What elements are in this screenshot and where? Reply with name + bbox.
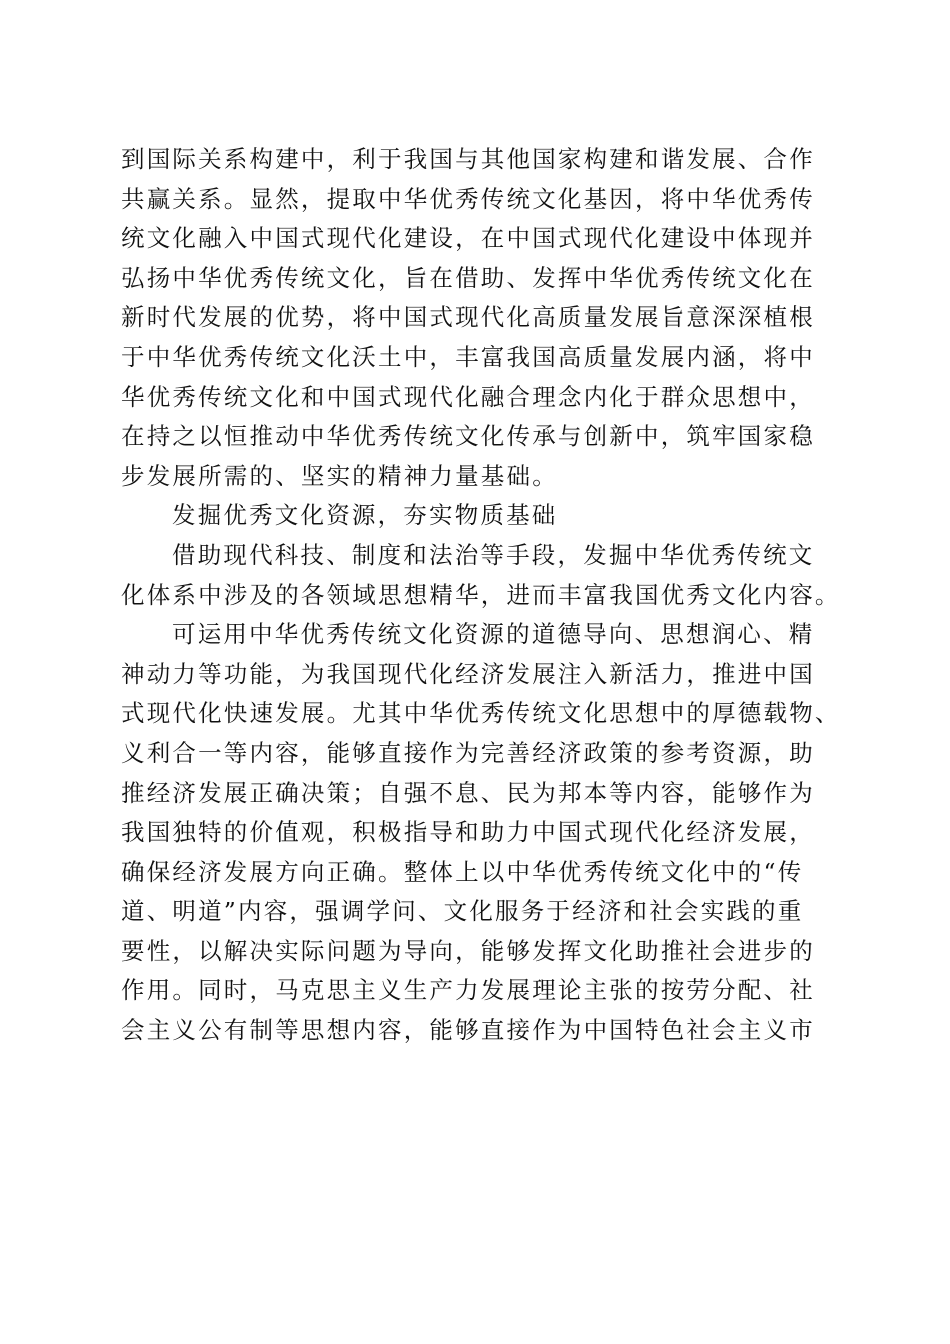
paragraph-line: 共赢关系。显然，提取中华优秀传统文化基因，将中华优秀传 <box>121 184 815 213</box>
paragraph-3 <box>121 615 841 1051</box>
paragraph-line: 弘扬中华优秀传统文化，旨在借助、发挥中华优秀传统文化在 <box>121 263 815 292</box>
paragraph-line: 化体系中涉及的各领域思想精华，进而丰富我国优秀文化内容。 <box>121 580 841 609</box>
paragraph-line: 步发展所需的、坚实的精神力量基础。 <box>121 461 558 490</box>
document-body <box>121 140 841 1051</box>
paragraph-line: 要性，以解决实际问题为导向，能够发挥文化助推社会进步的 <box>121 936 815 965</box>
paragraph-line: 式现代化快速发展。尤其中华优秀传统文化思想中的厚德载物、 <box>121 699 841 728</box>
paragraph-line: 义利合一等内容，能够直接作为完善经济政策的参考资源，助 <box>121 738 815 767</box>
paragraph-line: 我国独特的价值观，积极指导和助力中国式现代化经济发展， <box>121 818 815 847</box>
paragraph-line: 神动力等功能，为我国现代化经济发展注入新活力，推进中国 <box>121 659 815 688</box>
section-heading: 发掘优秀文化资源，夯实物质基础 <box>172 501 558 530</box>
paragraph-line: 在持之以恒推动中华优秀传统文化传承与创新中，筑牢国家稳 <box>121 422 815 451</box>
paragraph-line: 到国际关系构建中，利于我国与其他国家构建和谐发展、合作 <box>121 145 815 173</box>
paragraph-line: 推经济发展正确决策；自强不息、民为邦本等内容，能够作为 <box>121 778 815 807</box>
paragraph-line: 作用。同时，马克思主义生产力发展理论主张的按劳分配、社 <box>121 976 815 1005</box>
paragraph-line: 道、明道”内容，强调学问、文化服务于经济和社会实践的重 <box>121 897 804 926</box>
paragraph-2 <box>121 536 841 615</box>
paragraph-line: 确保经济发展方向正确。整体上以中华优秀传统文化中的“传 <box>121 857 804 886</box>
paragraph-line: 于中华优秀传统文化沃土中，丰富我国高质量发展内涵，将中 <box>121 342 815 371</box>
paragraph-line: 华优秀传统文化和中国式现代化融合理念内化于群众思想中， <box>121 382 815 411</box>
paragraph-line: 会主义公有制等思想内容，能够直接作为中国特色社会主义市 <box>121 1016 815 1045</box>
paragraph-line: 借助现代科技、制度和法治等手段，发掘中华优秀传统文 <box>172 540 815 569</box>
paragraph-line: 统文化融入中国式现代化建设，在中国式现代化建设中体现并 <box>121 224 815 253</box>
paragraph-1 <box>121 140 841 496</box>
paragraph-line: 可运用中华优秀传统文化资源的道德导向、思想润心、精 <box>172 620 815 649</box>
paragraph-line: 新时代发展的优势，将中国式现代化高质量发展旨意深深植根 <box>121 303 815 332</box>
